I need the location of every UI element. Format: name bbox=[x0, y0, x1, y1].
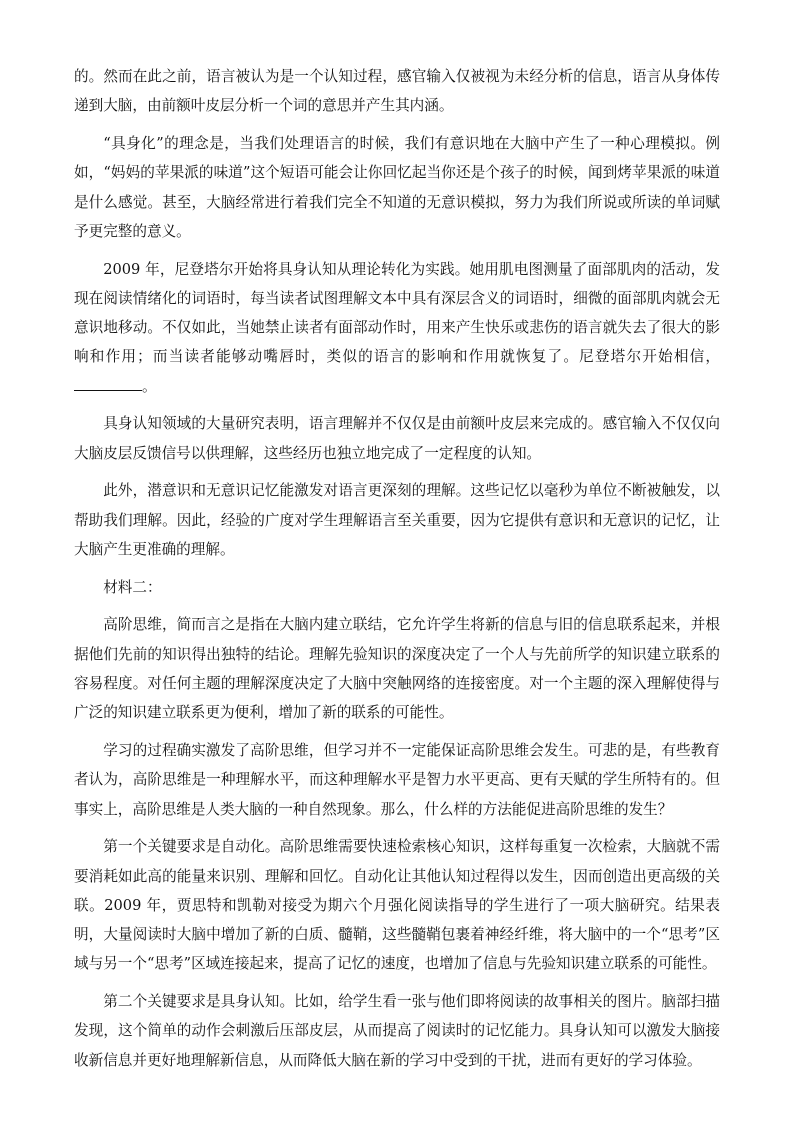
fill-in-blank[interactable] bbox=[74, 376, 142, 391]
paragraph-learning-process bbox=[74, 736, 720, 824]
heading-text: 材料二： bbox=[103, 578, 162, 596]
paragraph-second-requirement bbox=[74, 987, 720, 1075]
material-two-heading bbox=[74, 573, 720, 602]
paragraph-higher-order-thinking bbox=[74, 610, 720, 727]
paragraph-first-requirement bbox=[74, 832, 720, 978]
paragraph-niedenthal-2009 bbox=[74, 255, 720, 401]
paragraph-text: 第二个关键要求是具身认知。比如，给学生看一张与他们即将阅读的故事相关的图片。脑部扫描发现，这个简单的动作会刺激后压部皮层，从而提高了阅读时的记忆能力。具身认知可以激发大脑接收新信息并更好地理解新信息，从而降低大脑在新的学习中受到的干扰，进而有更好的学习体验。 bbox=[74, 993, 720, 1069]
paragraph-text: 2009 年，尼登塔尔开始将具身认知从理论转化为实践。她用肌电图测量了面部肌肉的活动，发现在阅读情绪化的词语时，每当读者试图理解文本中具有深层含义的词语时，细微的面部肌肉就会无意识地移动。不仅如此，当她禁止读者有面部动作时，用来产生快乐或悲伤的语言就失去了很大的影响和作用；而当读者能够动嘴唇时，类似的语言的影响和作用就恢复了。尼登塔尔开始相信， bbox=[74, 260, 720, 366]
document-page bbox=[74, 62, 720, 1083]
paragraph-text: “具身化”的理念是，当我们处理语言的时候，我们有意识地在大脑中产生了一种心理模拟。例如，“妈妈的苹果派的味道”这个短语可能会让你回忆起当你还是个孩子的时候，闻到烤苹果派的味道是什么感觉。甚至，大脑经常进行着我们完全不知道的无意识模拟，努力为我们所说或所读的单词赋予更完整的意义。 bbox=[74, 134, 720, 240]
paragraph-intro-continued bbox=[74, 62, 720, 121]
paragraph-text: 高阶思维，简而言之是指在大脑内建立联结，它允许学生将新的信息与旧的信息联系起来，并根据他们先前的知识得出独特的结论。理解先验知识的深度决定了一个人与先前所学的知识建立联系的容易程度。对任何主题的理解深度决定了大脑中突触网络的连接密度。对一个主题的深入理解使得与广泛的知识建立联系更为便利，增加了新的联系的可能性。 bbox=[74, 616, 720, 722]
paragraph-tail: 。 bbox=[142, 377, 157, 395]
paragraph-text: 的。然而在此之前，语言被认为是一个认知过程，感官输入仅被视为未经分析的信息，语言从身体传递到大脑，由前额叶皮层分析一个词的意思并产生其内涵。 bbox=[74, 68, 720, 115]
paragraph-subconscious-memory bbox=[74, 476, 720, 564]
paragraph-embodiment-concept bbox=[74, 129, 720, 246]
paragraph-embodied-research bbox=[74, 409, 720, 468]
paragraph-text: 学习的过程确实激发了高阶思维，但学习并不一定能保证高阶思维会发生。可悲的是，有些教育者认为，高阶思维是一种理解水平，而这种理解水平是智力水平更高、更有天赋的学生所特有的。但事实上，高阶思维是人类大脑的一种自然现象。那么，什么样的方法能促进高阶思维的发生？ bbox=[74, 741, 720, 818]
paragraph-text: 具身认知领域的大量研究表明，语言理解并不仅仅是由前额叶皮层来完成的。感官输入不仅仅向大脑皮层反馈信号以供理解，这些经历也独立地完成了一定程度的认知。 bbox=[74, 415, 720, 462]
paragraph-text: 第一个关键要求是自动化。高阶思维需要快速检索核心知识，这样每重复一次检索，大脑就不需要消耗如此高的能量来识别、理解和回忆。自动化让其他认知过程得以发生，因而创造出更高级的关联。2009 年，贾思特和凯勒对接受为期六个月强化阅读指导的学生进行了一项大脑研究。结果表明，大量阅读时大脑中增加了新的白质、髓鞘，这些髓鞘包裹着神经纤维，将大脑中的一个“思考”区域与另一个“思考”区域连接起来，提高了记忆的速度，也增加了信息与先验知识建立联系的可能性。 bbox=[74, 838, 720, 973]
paragraph-text: 此外，潜意识和无意识记忆能激发对语言更深刻的理解。这些记忆以毫秒为单位不断被触发，以帮助我们理解。因此，经验的广度对学生理解语言至关重要，因为它提供有意识和无意识的记忆，让大脑产生更准确的理解。 bbox=[74, 482, 720, 559]
